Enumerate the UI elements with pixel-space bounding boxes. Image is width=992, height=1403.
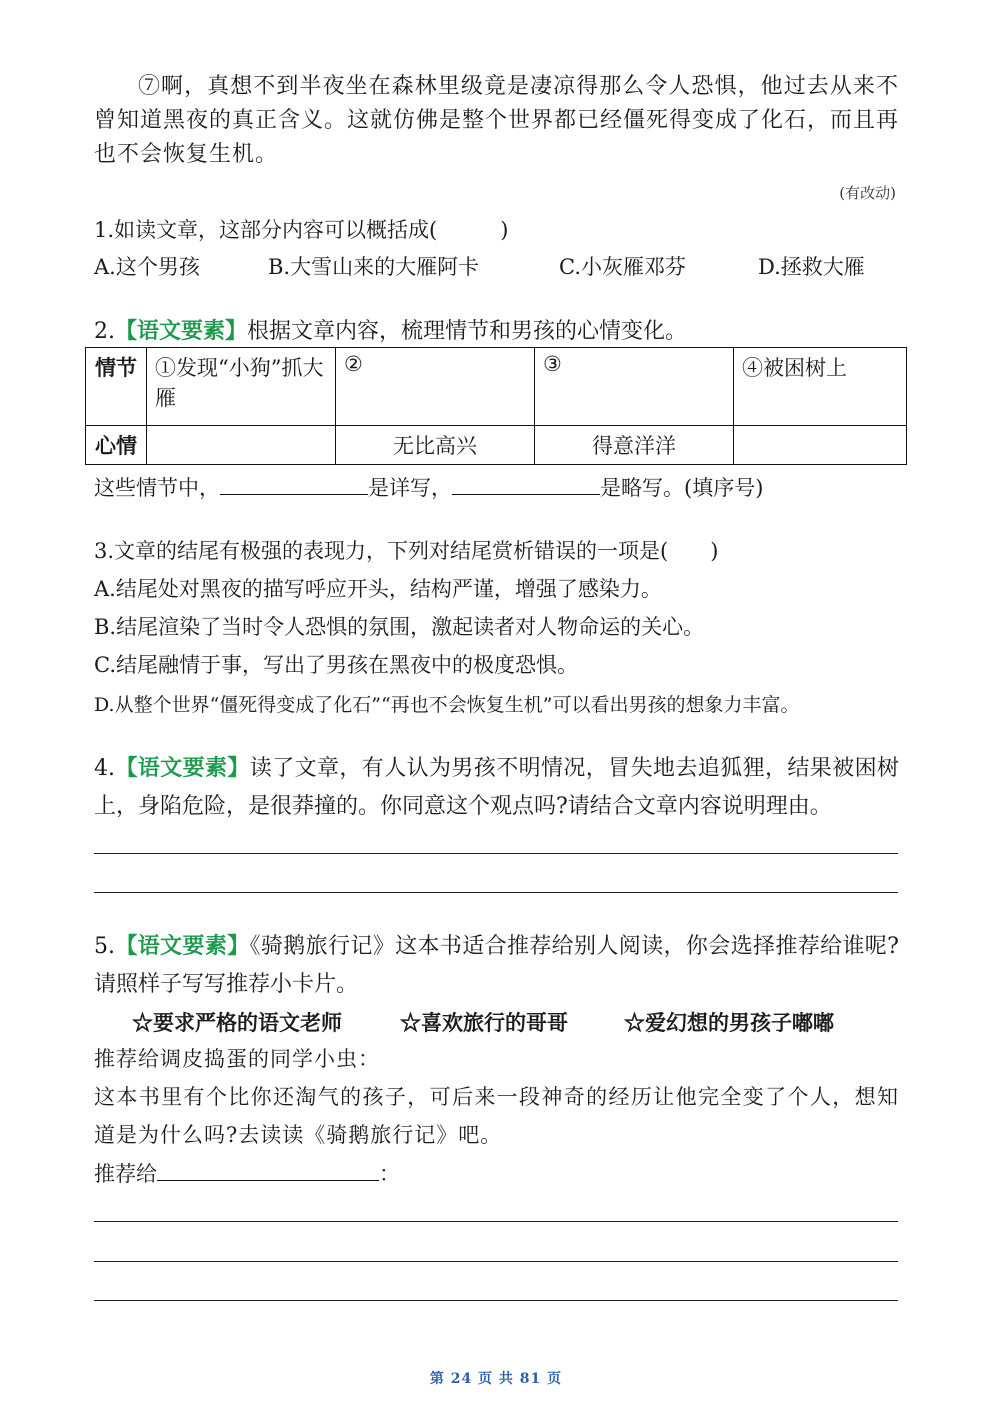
q2-stem-line xyxy=(94,312,899,350)
q5-choices xyxy=(94,1006,899,1040)
q1-option-a: A.这个男孩 xyxy=(94,255,200,279)
q2-stem: 根据文章内容，梳理情节和男孩的心情变化。 xyxy=(247,319,688,344)
example-card xyxy=(94,1040,899,1193)
recommend-colon: ： xyxy=(379,1162,400,1186)
q2-follow-c: 是略写。(填序号) xyxy=(600,476,764,500)
page-number-footer: 第 24 页 共 81 页 xyxy=(429,1371,563,1387)
q2-number: 2. xyxy=(94,319,115,344)
q1-option-d: D.拯救大雁 xyxy=(758,255,865,279)
recipient-blank[interactable] xyxy=(157,1154,379,1181)
q4-stem: 读了文章，有人认为男孩不明情况，冒失地去追狐狸，结果被困树上，身陷危险，是很莽撞的。你同意这个观点吗?请结合文章内容说明理由。 xyxy=(94,756,899,819)
q3-option-b: B.结尾渲染了当时令人恐惧的氛围，激起读者对人物命运的关心。 xyxy=(94,615,705,639)
q3-option-d: D.从整个世界“僵死得变成了化石”“再也不会恢复生机”可以看出男孩的想象力丰富。 xyxy=(94,694,800,716)
q4-number: 4. xyxy=(94,756,115,781)
q2-follow-b: 是详写， xyxy=(368,476,452,500)
q5-tag: 【语文要素】 xyxy=(115,933,250,959)
q5-question xyxy=(94,927,899,1004)
q1-option-c: C.小灰雁邓芬 xyxy=(559,255,686,279)
q4-question xyxy=(94,749,899,826)
detailed-blank[interactable] xyxy=(220,468,368,495)
q2-follow-a: 这些情节中， xyxy=(94,476,220,500)
q1-stem: 1.如读文章，这部分内容可以概括成( ) xyxy=(94,218,509,242)
q3-stem: 3.文章的结尾有极强的表现力，下列对结尾赏析错误的一项是( ) xyxy=(94,539,719,563)
q2-tag: 【语文要素】 xyxy=(115,318,248,344)
q3-option-a: A.结尾处对黑夜的描写呼应开头，结构严谨，增强了感染力。 xyxy=(94,577,662,601)
mood-cell-1[interactable] xyxy=(147,426,336,465)
q4-tag: 【语文要素】 xyxy=(115,755,250,781)
brief-blank[interactable] xyxy=(452,468,600,495)
choice-brother: ☆喜欢旅行的哥哥 xyxy=(400,1010,568,1035)
example-body: 这本书里有个比你还淘气的孩子，可后来一段神奇的经历让他完全变了个人，想知道是为什么吗?去读读《骑鹅旅行记》吧。 xyxy=(94,1085,899,1147)
table-header-mood: 心情 xyxy=(86,426,147,465)
plot-cell-2: ② xyxy=(336,348,535,426)
q5-answer-line-3[interactable] xyxy=(94,1300,898,1301)
q3-option-c: C.结尾融情于事，写出了男孩在黑夜中的极度恐惧。 xyxy=(94,653,578,677)
q5-stem: 《骑鹅旅行记》这本书适合推荐给别人阅读，你会选择推荐给谁呢?请照样子写写推荐小卡片。 xyxy=(94,934,899,997)
choice-boy: ☆爱幻想的男孩子嘟嘟 xyxy=(624,1010,834,1035)
example-recipient: 推荐给调皮捣蛋的同学小虫： xyxy=(94,1047,380,1071)
table-header-plot: 情节 xyxy=(86,348,147,426)
q4-answer-line-1[interactable] xyxy=(94,853,898,854)
plot-cell-3: ③ xyxy=(535,348,734,426)
mood-cell-3: 得意洋洋 xyxy=(535,426,734,465)
adaptation-note: (有改动) xyxy=(839,184,896,202)
mood-cell-4[interactable] xyxy=(734,426,907,465)
plot-mood-table xyxy=(85,347,907,465)
choice-teacher: ☆要求严格的语文老师 xyxy=(132,1010,342,1035)
q5-number: 5. xyxy=(94,934,115,959)
recommend-prompt: 推荐给 xyxy=(94,1162,157,1186)
q5-answer-line-2[interactable] xyxy=(94,1261,898,1262)
q4-answer-line-2[interactable] xyxy=(94,892,898,893)
mood-cell-2: 无比高兴 xyxy=(336,426,535,465)
q1-option-b: B.大雪山来的大雁阿卡 xyxy=(268,255,480,279)
q1-options xyxy=(94,248,899,286)
recommend-prompt-line xyxy=(94,1154,899,1193)
q2-followup xyxy=(94,468,899,506)
passage-paragraph: ⑦啊，真想不到半夜坐在森林里级竟是凄凉得那么令人恐惧，他过去从来不曾知道黑夜的真正含义。这就仿佛是整个世界都已经僵死得变成了化石，而且再也不会恢复生机。 xyxy=(94,74,900,167)
plot-cell-1: ①发现“小狗”抓大雁 xyxy=(147,348,336,426)
plot-cell-4: ④被困树上 xyxy=(734,348,907,426)
q5-answer-line-1[interactable] xyxy=(94,1221,898,1222)
